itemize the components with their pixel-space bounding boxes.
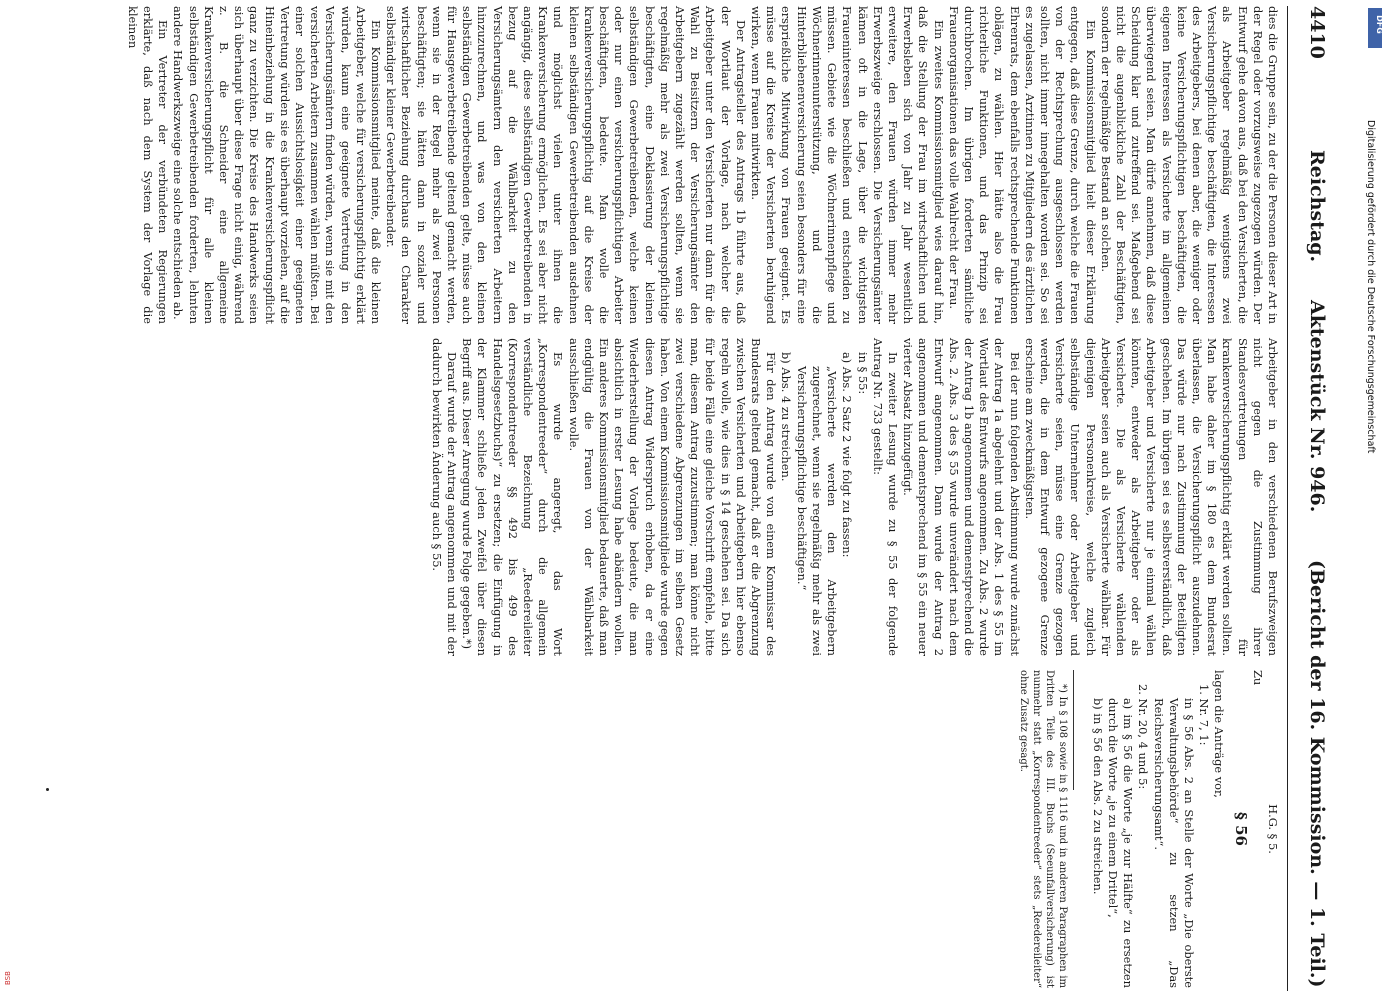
section-intro: Zu <box>1250 670 1265 686</box>
paragraph: lagen die Anträge vor, <box>1212 670 1227 798</box>
page-header <box>1288 0 1328 1000</box>
header-rule <box>1287 6 1288 991</box>
paragraph: Ein zweites Kommissionsmitglied wies darauf hin, daß die Stellung der Frau im wirtschaftlichen und Erwerbsleben sich von Jahr zu Jahr wesentlich erweitere, den Frauen würden immer mehr Erwerbszweige erschlossen. Die Versicherungsämter kämen oft in die Lage, über die wichtigsten Fraueninteressen beschließen und entscheiden zu müssen. Gebiete wie die Wöchnerinnenpflege und Wöchnerinnenunterstützung, und die Hinterbliebenenversicherung seien besonders für eine ersprießliche Mitwirkung von Frauen geeignet. Es müsse auf die Kreise der Versicherten beruhigend wirken, wenn Frauen mitwirkten. <box>749 6 946 324</box>
paragraph: Ein Kommissionsmitglied meinte, daß die kleinen Arbeitgeber, welche für versicherungspflichtig erklärt würden, kaum eine geeignete Vertretung in den Versicherungsämtern finden würden, wenn sie mit den versicherten Arbeitern zusammen wählen müßten. Bei einer solchen Aussichtslosigkeit einer geeigneten Vertretung würden sie es überhaupt vorziehen, auf die Hineinbeziehung in die Krankenversicherungspflicht ganz zu verzichten. Die Kreise des Handwerks seien sich überhaupt über diese Frage nicht einig, während z. B. die Schneider eine allgemeine Krankenversicherungspflicht für alle kleinen selbständigen Gewerbetreibenden forderten, lehnten andere Handwerkszweige eine solche entschieden ab. <box>171 6 384 324</box>
column-3 <box>1017 670 1280 988</box>
paragraph: dies die Gruppe sein, zu der die Personen dieser Art in der Regel oder vorzugsweise zugezogen würden. Der Entwurf gehe davon aus, daß bei den Versicherten, die als Arbeitgeber regelmäßig wenigstens zwei Versicherungspflichtige beschäftigten, die Interessen des Arbeitgebers, bei denen aber, die weniger oder keine Versicherungspflichtigen beschäftigten, die eigenen Interessen als Versicherte im allgemeinen überwiegend seien. Man dürfe annehmen, daß diese Scheidung klar und zutreffend sei. Maßgebend sei nicht die augenblickliche Zahl der Beschäftigten, sondern der regelmäßige Bestand an solchen. <box>1098 6 1280 324</box>
paragraph: Für den Antrag wurde von einem Kommissar des Bundesrats geltend gemacht, daß er die Abgrenzung zwischen Versicherten und Arbeitgebern hier ebenso regeln wolle, wie dies in § 14 geschehen sei. Da sich für beide Fälle eine gleiche Vorschrift empfehle, bitte man, diesem Antrag zuzustimmen; man könne nicht zwei verschiedene Abgrenzungen im selben Gesetz haben. Von einem Kommissionsmitgliede wurde gegen diesen Antrag Widerspruch erhoben, da er eine Wiederherstellung der Vorlage bedeute, die man absichtlich in erster Lesung habe abändern wollen. Ein anderes Kommissionsmitglied bedauerte, daß man endgültig die Frauen von der Wählbarkeit ausschließen wolle. <box>566 338 779 656</box>
section-title: § 56 <box>1231 812 1250 846</box>
section-reference: H.G. § 5. <box>1266 804 1280 854</box>
page-number: 4410 <box>1306 6 1328 59</box>
header-right: (Bericht der 16. Kommission. — 1. Teil.) <box>1306 560 1328 988</box>
list-item: a) Abs. 2 Satz 2 wie folgt zu fassen: <box>840 352 855 558</box>
rotated-document <box>40 0 1340 1000</box>
paragraph: Ein Kommissionsmitglied hielt dieser Erklärung entgegen, daß diese Grenze, durch welche die Frauen von der Rechtsprechung ausgeschlossen werden sollten, nicht immer innegehalten worden sei. So sei es zugelassen, Arztinnen zu Mitgliedern des ärztlichen Ehrenrats, dem ebenfalls rechtsprechende Funktionen oblägen, zu wählen. Hier hätte also die Frau richterliche Funktionen, und das Prinzip sei durchbrochen. Im übrigen forderten sämtliche Frauenorganisationen das volle Wahlrecht der Frau. <box>946 6 1098 324</box>
paragraph: Der Antragsteller des Antrags 1b führte aus, daß der Wortlaut der Vorlage, nach welcher die Arbeitgeber unter den Versicherten nur dann für die Wahl zu Beisitzern der Versicherungsämter den Arbeitgebern zugezählt werden sollten, wenn sie regelmäßig mehr als zwei Versicherungspflichtige beschäftigten, eine Deklassierung der kleinen selbständigen Gewerbetreibenden, welche keinen oder nur einen versicherungspflichtigen Arbeiter beschäftigten, bedeute. Man wolle die krankenversicherungspflichtig auf die Kreise der kleinen selbständigen Gewerbetreibenden ausdehnen und möglichst vielen unter ihnen die Krankenversicherung ermöglichen. Es sei aber nicht angängig, diese selbständigen Gewerbetreibenden in bezug auf die Wählbarkeit zu den Versicherungsämtern den versicherten Arbeitern hinzuzurechnen, und was von den kleinen selbständigen Gewerbetreibenden gelte, müsse auch für Hausgewerbetreibende geltend gemacht werden, wenn sie in der Regel mehr als zwei Personen beschäftigten; sie hätten dann in sozialer und wirtschaftlicher Beziehung durchaus den Charakter selbständiger kleiner Gewerbetreibender. <box>384 6 748 324</box>
paragraph: Es wurde angeregt, das Wort „Korrespondentreeder“ durch die allgemein verständliche Bezeichnung „Reedereileiter (Korrespondentreeder §§ 492 bis 499 des Handelsgesetzbuchs)“ zu ersetzen; die Einfügung in der Klammer schließe jeden Zweifel über diesen Begriff aus. Dieser Anregung wurde Folge gegeben.*) <box>460 338 566 656</box>
list-item: in § 55: <box>855 352 870 395</box>
library-mark: BSB <box>4 971 12 985</box>
footnote-rule <box>1073 670 1074 790</box>
paragraph: In zweiter Lesung wurde zu § 55 der folgende Antrag Nr. 733 gestellt: <box>870 338 900 656</box>
paragraph: Bei der nun folgenden Abstimmung wurde zunächst der Antrag 1a abgelehnt und der Abs. 1 des § 55 im Wortlaut des Entwurfs angenommen. Zu Abs. 2 wurde der Antrag 1b angenommen und demenstprechend die Abs. 2. Abs. 3 des § 55 wurde unverändert nach dem Entwurf angenommen. Dann wurde der Antrag 2 angenommen und dementsprechend im § 55 ein neuer vierter Absatz hinzugefügt. <box>901 338 1022 656</box>
quoted-text: „Versicherte werden den Arbeitgebern zugerechnet, wenn sie regelmäßig mehr als zwei Versicherungspflichtige beschäftigen.“ <box>794 366 840 656</box>
paragraph: Arbeitgeber in den verschiedenen Berufszweigen nicht gegen die Zustimmung ihrer Standesvertretungen für krankenversicherungspflichtig erklärt werden sollten. Man habe daher im § 180 es dem Bundesrat überlassen, die Versicherungspflicht auszudehnen. Das würde nur nach Zustimmung der Beteiligten geschehen. Im übrigen sei es selbstverständlich, daß Arbeitgeber und Versicherte nur je einmal wählen könnten, entweder als Arbeitgeber oder als Versicherte. Die als Versicherte wählenden Arbeitgeber seien auch als Versicherte wählbar. Für diejenigen Personenkreise, welche zugleich selbständige Unternehmer oder Arbeitgeber und Versicherte seien, müsse eine Grenze gezogen werden, die in dem Entwurf gezogene Grenze erscheine am zweckmäßigsten. <box>1022 338 1280 656</box>
list-item: 1. Nr. 7, 1: <box>1197 684 1212 746</box>
paragraph: Darauf wurde der Antrag angenommen und mit der dadurch bewirkten Änderung auch § 55. <box>429 338 460 656</box>
paragraph: Ein Vertreter der verbündeten Regierungen erklärte, daß nach dem System der Vorlage die kleinen <box>125 6 171 324</box>
dfg-logo: DFG <box>1368 8 1382 48</box>
list-item: b) in § 56 den Abs. 2 zu streichen. <box>1090 698 1105 895</box>
column-1 <box>125 6 1280 324</box>
digitization-credit: Digitalisierung gefördert durch die Deutsche Forschungsgemeinschaft <box>1365 120 1376 454</box>
list-item: 2. Nr. 20, 4 und 5: <box>1136 684 1151 790</box>
header-title: Aktenstück Nr. 946. <box>1306 300 1328 513</box>
list-item: b) Abs. 4 zu streichen. <box>779 352 794 482</box>
footnote: *) In § 108 sowie in § 1116 und in anderen Paragraphen im Dritten Teile des III. Buchs (Seeunfallversicherung) ist nunmehr statt „Korrespondentreeder“ stets „Reedereileiter“ ohne Zusatz gesagt. <box>1017 670 1068 988</box>
list-item: a) im § 56 die Worte „je zur Hälfte“ zu ersetzen durch die Worte „je zu einem Drittel“, <box>1105 698 1136 988</box>
list-item: in § 56 Abs. 2 an Stelle der Worte „Die oberste Verwaltungsbehörde“ zu setzen „Das Reichsversicherungsamt“. <box>1151 698 1196 988</box>
column-2 <box>429 338 1280 656</box>
header-left: Reichstag. <box>1306 150 1328 263</box>
